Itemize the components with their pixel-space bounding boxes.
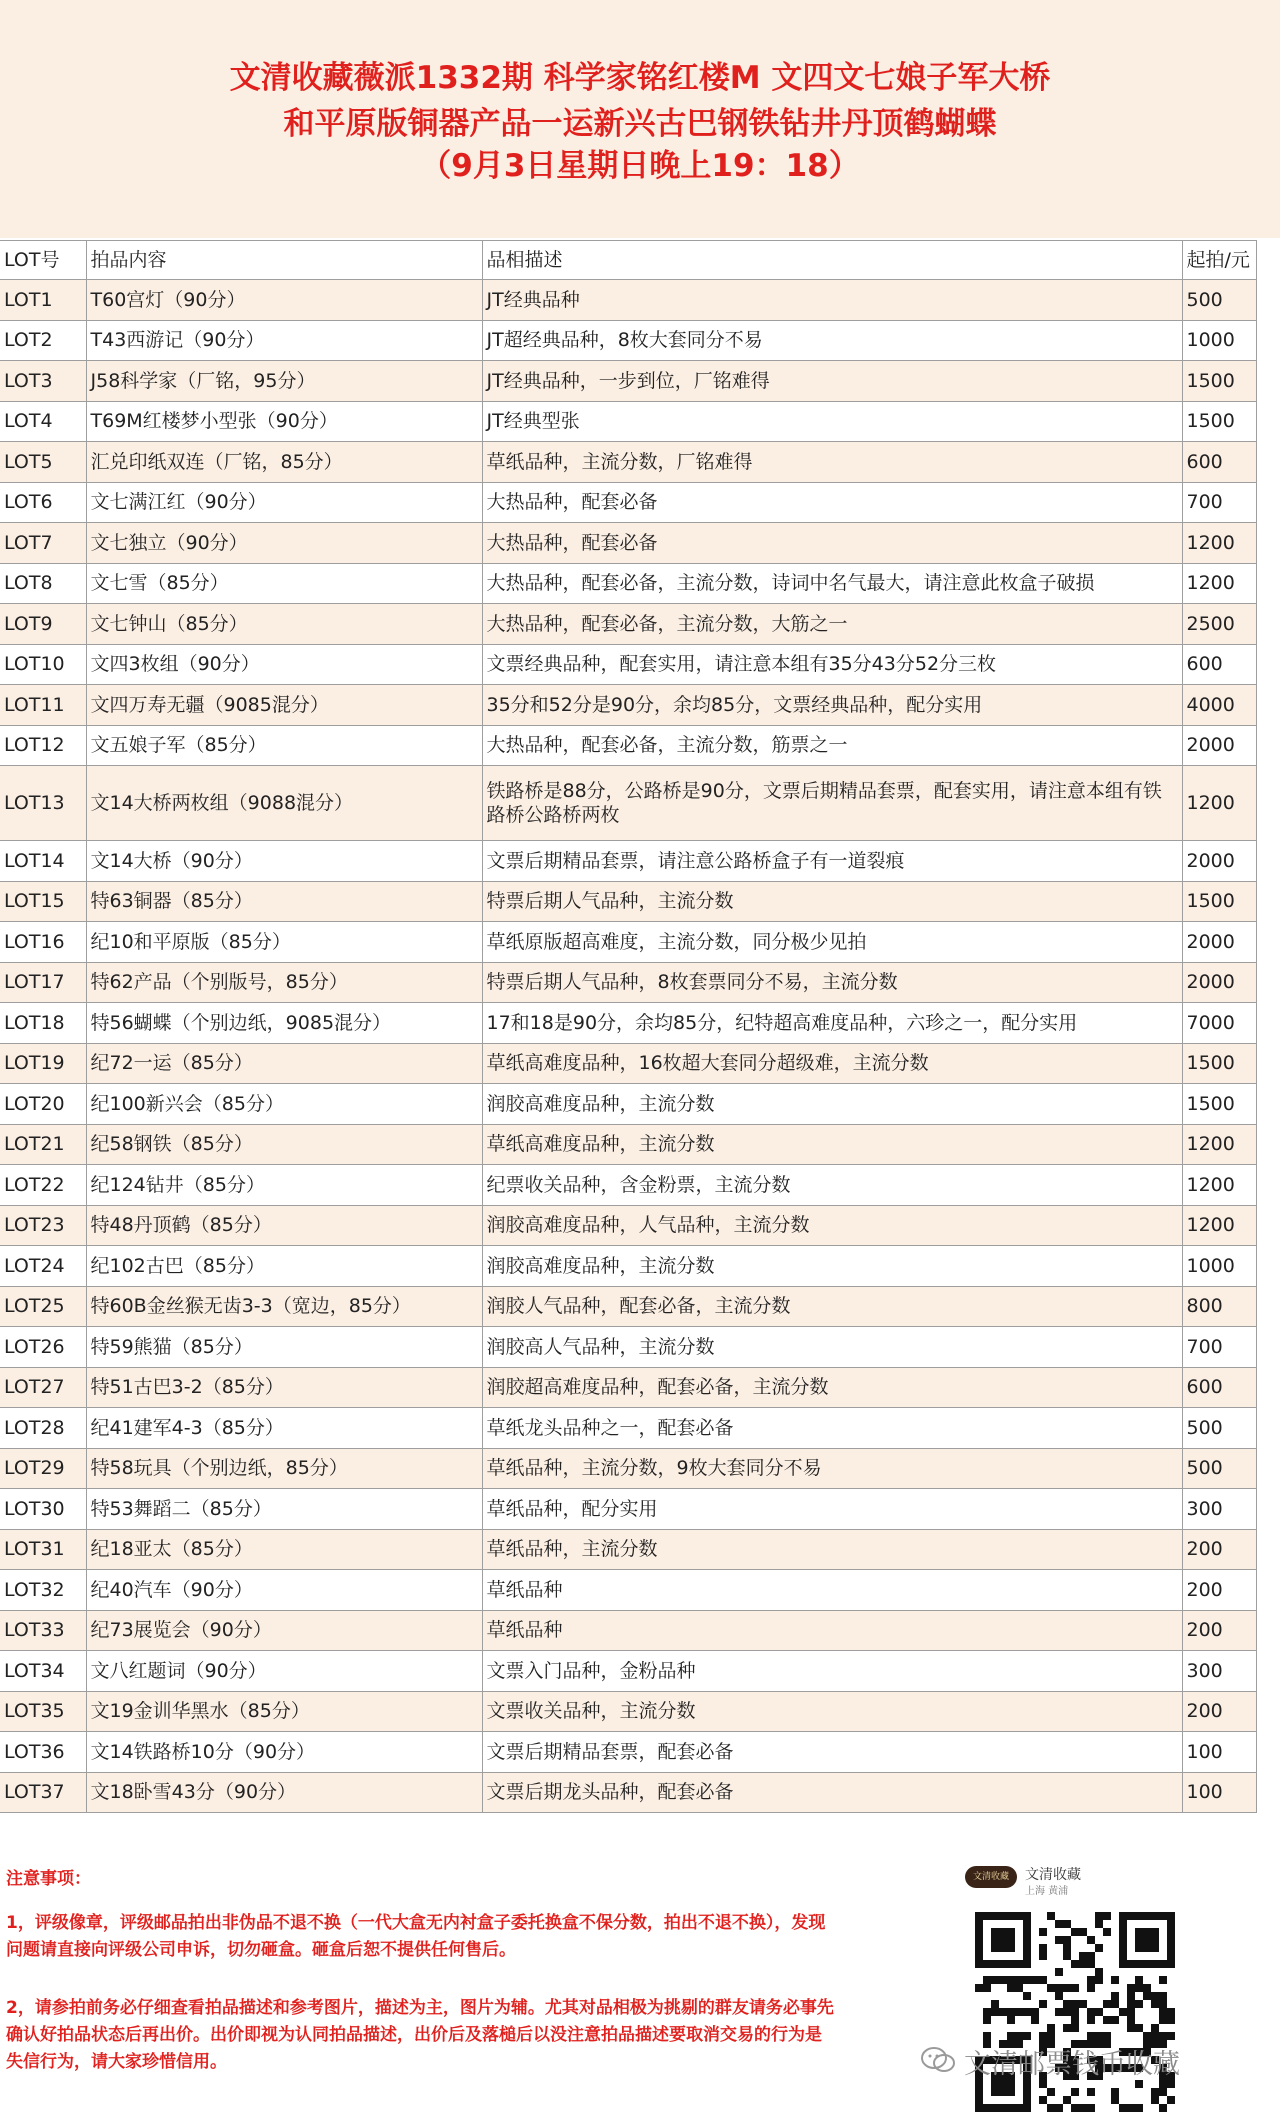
table-row	[0, 1691, 1256, 1732]
lot-item: T69M红楼梦小型张（90分）	[86, 401, 482, 442]
lot-start-price: 1200	[1182, 1165, 1256, 1206]
lot-item: 特56蝴蝶（个别边纸，9085混分）	[86, 1003, 482, 1044]
lot-number: LOT15	[0, 881, 86, 922]
lot-description: 文票收关品种，主流分数	[482, 1691, 1182, 1732]
lot-start-price: 1500	[1182, 1043, 1256, 1084]
lot-start-price: 2000	[1182, 841, 1256, 882]
lot-description: JT超经典品种，8枚大套同分不易	[482, 320, 1182, 361]
lot-description: 润胶高难度品种，主流分数	[482, 1246, 1182, 1287]
lot-description: 铁路桥是88分，公路桥是90分，文票后期精品套票，配套实用，请注意本组有铁路桥公路桥两枚	[482, 766, 1182, 841]
lot-description: 草纸品种，主流分数，厂铭难得	[482, 442, 1182, 483]
title-line-2: 和平原版铜器产品一运新兴古巴钢铁钻井丹顶鹤蝴蝶	[283, 106, 997, 142]
lot-start-price: 1500	[1182, 1084, 1256, 1125]
lot-item: 纪72一运（85分）	[86, 1043, 482, 1084]
table-row	[0, 604, 1256, 645]
lot-number: LOT35	[0, 1691, 86, 1732]
wechat-icon	[920, 2046, 956, 2074]
lot-start-price: 200	[1182, 1570, 1256, 1611]
lot-description: JT经典品种	[482, 280, 1182, 321]
lot-item: 纪40汽车（90分）	[86, 1570, 482, 1611]
table-row	[0, 1367, 1256, 1408]
lot-start-price: 200	[1182, 1691, 1256, 1732]
lot-start-price: 1200	[1182, 563, 1256, 604]
table-row	[0, 962, 1256, 1003]
lot-number: LOT32	[0, 1570, 86, 1611]
table-header-row	[0, 241, 1256, 280]
table-row	[0, 1043, 1256, 1084]
lot-start-price: 300	[1182, 1489, 1256, 1530]
lot-item: 特53舞蹈二（85分）	[86, 1489, 482, 1530]
lot-start-price: 200	[1182, 1610, 1256, 1651]
lot-number: LOT19	[0, 1043, 86, 1084]
table-row	[0, 1772, 1256, 1813]
lot-start-price: 7000	[1182, 1003, 1256, 1044]
lot-number: LOT27	[0, 1367, 86, 1408]
lot-start-price: 100	[1182, 1732, 1256, 1773]
lot-item: 纪58钢铁（85分）	[86, 1124, 482, 1165]
lot-number: LOT31	[0, 1529, 86, 1570]
lot-description: 文票后期精品套票，配套必备	[482, 1732, 1182, 1773]
lot-number: LOT2	[0, 320, 86, 361]
lot-start-price: 4000	[1182, 685, 1256, 726]
lot-description: JT经典型张	[482, 401, 1182, 442]
header-banner	[0, 0, 1280, 238]
lot-description: 大热品种，配套必备，主流分数，筋票之一	[482, 725, 1182, 766]
table-row	[0, 361, 1256, 402]
lot-item: 纪18亚太（85分）	[86, 1529, 482, 1570]
lot-number: LOT3	[0, 361, 86, 402]
lot-item: 汇兑印纸双连（厂铭，85分）	[86, 442, 482, 483]
lot-start-price: 2000	[1182, 962, 1256, 1003]
lot-item: 特59熊猫（85分）	[86, 1327, 482, 1368]
lot-number: LOT9	[0, 604, 86, 645]
table-row	[0, 280, 1256, 321]
lot-start-price: 2500	[1182, 604, 1256, 645]
lot-description: 纪票收关品种，含金粉票，主流分数	[482, 1165, 1182, 1206]
col-desc: 品相描述	[482, 241, 1182, 280]
lot-item: 纪73展览会（90分）	[86, 1610, 482, 1651]
table-row	[0, 563, 1256, 604]
lot-start-price: 600	[1182, 442, 1256, 483]
lot-number: LOT11	[0, 685, 86, 726]
lot-item: 文14大桥两枚组（9088混分）	[86, 766, 482, 841]
lot-item: 文14大桥（90分）	[86, 841, 482, 882]
brand-logo: 文清收藏	[965, 1866, 1017, 1888]
lot-description: 特票后期人气品种，主流分数	[482, 881, 1182, 922]
lot-number: LOT12	[0, 725, 86, 766]
table-row	[0, 1205, 1256, 1246]
title-line-1: 文清收藏薇派1332期 科学家铭红楼M 文四文七娘子军大桥	[229, 60, 1051, 96]
lot-description: 润胶超高难度品种，配套必备，主流分数	[482, 1367, 1182, 1408]
lot-description: 草纸原版超高难度，主流分数，同分极少见拍	[482, 922, 1182, 963]
lot-number: LOT14	[0, 841, 86, 882]
lot-number: LOT7	[0, 523, 86, 564]
lot-description: 草纸品种，主流分数	[482, 1529, 1182, 1570]
table-row	[0, 1246, 1256, 1287]
lot-item: 纪10和平原版（85分）	[86, 922, 482, 963]
lot-description: 大热品种，配套必备	[482, 523, 1182, 564]
brand-sub: 上海 黄浦	[1025, 1886, 1069, 1897]
lot-start-price: 800	[1182, 1286, 1256, 1327]
lot-description: 大热品种，配套必备，主流分数，诗词中名气最大，请注意此枚盒子破损	[482, 563, 1182, 604]
lot-number: LOT37	[0, 1772, 86, 1813]
note-2: 2，请参拍前务必仔细查看拍品描述和参考图片，描述为主，图片为辅。尤其对品相极为挑剔的群友请务必事先确认好拍品状态后再出价。出价即视为认同拍品描述，出价后及落槌后以没注意拍品描述要取消交易的行为是失信行为，请大家珍惜信用。	[6, 1998, 834, 2072]
lot-start-price: 1500	[1182, 401, 1256, 442]
table-row	[0, 1084, 1256, 1125]
lot-start-price: 1200	[1182, 523, 1256, 564]
lot-item: 纪102古巴（85分）	[86, 1246, 482, 1287]
watermark	[920, 2040, 1240, 2080]
lot-description: 大热品种，配套必备	[482, 482, 1182, 523]
table-row	[0, 1529, 1256, 1570]
lot-item: 特62产品（个别版号，85分）	[86, 962, 482, 1003]
lot-item: 文四3枚组（90分）	[86, 644, 482, 685]
lot-number: LOT24	[0, 1246, 86, 1287]
lot-number: LOT18	[0, 1003, 86, 1044]
lot-number: LOT25	[0, 1286, 86, 1327]
lot-item: 纪41建军4-3（85分）	[86, 1408, 482, 1449]
lot-item: J58科学家（厂铭，95分）	[86, 361, 482, 402]
table-row	[0, 725, 1256, 766]
lot-start-price: 1200	[1182, 1205, 1256, 1246]
lot-start-price: 1000	[1182, 1246, 1256, 1287]
lot-start-price: 1000	[1182, 320, 1256, 361]
lot-start-price: 1200	[1182, 766, 1256, 841]
lot-start-price: 1200	[1182, 1124, 1256, 1165]
lot-start-price: 600	[1182, 644, 1256, 685]
brand-name: 文清收藏	[1025, 1867, 1081, 1883]
lot-number: LOT26	[0, 1327, 86, 1368]
lot-number: LOT29	[0, 1448, 86, 1489]
lot-item: 文七雪（85分）	[86, 563, 482, 604]
lot-description: 草纸品种	[482, 1610, 1182, 1651]
table-row	[0, 1327, 1256, 1368]
table-row	[0, 442, 1256, 483]
lot-description: 文票经典品种，配套实用，请注意本组有35分43分52分三枚	[482, 644, 1182, 685]
lot-item: T60宫灯（90分）	[86, 280, 482, 321]
table-row	[0, 401, 1256, 442]
table-row	[0, 1732, 1256, 1773]
lot-item: 纪124钻井（85分）	[86, 1165, 482, 1206]
lot-description: 特票后期人气品种，8枚套票同分不易，主流分数	[482, 962, 1182, 1003]
lot-description: 草纸品种	[482, 1570, 1182, 1611]
lot-item: 纪100新兴会（85分）	[86, 1084, 482, 1125]
lot-description: 草纸高难度品种，16枚超大套同分超级难，主流分数	[482, 1043, 1182, 1084]
lot-description: 润胶高难度品种，主流分数	[482, 1084, 1182, 1125]
col-lot: LOT号	[0, 241, 86, 280]
col-price: 起拍/元	[1182, 241, 1256, 280]
lot-start-price: 2000	[1182, 922, 1256, 963]
lot-number: LOT36	[0, 1732, 86, 1773]
lot-number: LOT10	[0, 644, 86, 685]
lot-number: LOT28	[0, 1408, 86, 1449]
table-row	[0, 766, 1256, 841]
lot-number: LOT33	[0, 1610, 86, 1651]
table-row	[0, 1165, 1256, 1206]
lot-description: 大热品种，配套必备，主流分数，大筋之一	[482, 604, 1182, 645]
table-row	[0, 1408, 1256, 1449]
lot-description: 润胶人气品种，配套必备，主流分数	[482, 1286, 1182, 1327]
lot-description: JT经典品种，一步到位，厂铭难得	[482, 361, 1182, 402]
table-row	[0, 841, 1256, 882]
table-row	[0, 523, 1256, 564]
table-row	[0, 1570, 1256, 1611]
lot-start-price: 1500	[1182, 881, 1256, 922]
brand-card	[965, 1860, 1205, 1900]
table-row	[0, 482, 1256, 523]
lot-item: 文18卧雪43分（90分）	[86, 1772, 482, 1813]
lot-description: 草纸高难度品种，主流分数	[482, 1124, 1182, 1165]
lot-description: 35分和52分是90分，余均85分，文票经典品种，配分实用	[482, 685, 1182, 726]
lot-number: LOT22	[0, 1165, 86, 1206]
lot-item: 文七钟山（85分）	[86, 604, 482, 645]
lot-item: T43西游记（90分）	[86, 320, 482, 361]
lot-item: 文四万寿无疆（9085混分）	[86, 685, 482, 726]
table-row	[0, 1286, 1256, 1327]
note-1: 1，评级像章，评级邮品拍出非伪品不退不换（一代大盒无内衬盒子委托换盒不保分数，拍出不退不换），发现问题请直接向评级公司申诉，切勿砸盒。砸盒后恕不提供任何售后。	[6, 1913, 826, 1960]
lot-number: LOT6	[0, 482, 86, 523]
table-row	[0, 922, 1256, 963]
lot-start-price: 200	[1182, 1529, 1256, 1570]
table-row	[0, 1651, 1256, 1692]
table-row	[0, 1003, 1256, 1044]
lot-table	[0, 240, 1257, 1813]
lot-start-price: 2000	[1182, 725, 1256, 766]
table-row	[0, 1489, 1256, 1530]
table-row	[0, 1610, 1256, 1651]
table-row	[0, 881, 1256, 922]
lot-description: 润胶高难度品种，人气品种，主流分数	[482, 1205, 1182, 1246]
lot-number: LOT1	[0, 280, 86, 321]
lot-item: 文七独立（90分）	[86, 523, 482, 564]
lot-start-price: 600	[1182, 1367, 1256, 1408]
lot-number: LOT17	[0, 962, 86, 1003]
lot-item: 特58玩具（个别边纸，85分）	[86, 1448, 482, 1489]
lot-item: 特63铜器（85分）	[86, 881, 482, 922]
lot-number: LOT13	[0, 766, 86, 841]
lot-description: 草纸品种，配分实用	[482, 1489, 1182, 1530]
table-row	[0, 685, 1256, 726]
lot-item: 特51古巴3-2（85分）	[86, 1367, 482, 1408]
lot-number: LOT20	[0, 1084, 86, 1125]
lot-number: LOT16	[0, 922, 86, 963]
lot-number: LOT23	[0, 1205, 86, 1246]
col-item: 拍品内容	[86, 241, 482, 280]
lot-number: LOT4	[0, 401, 86, 442]
lot-description: 17和18是90分，余均85分，纪特超高难度品种，六珍之一，配分实用	[482, 1003, 1182, 1044]
lot-description: 润胶高人气品种，主流分数	[482, 1327, 1182, 1368]
lot-item: 特48丹顶鹤（85分）	[86, 1205, 482, 1246]
lot-item: 特60B金丝猴无齿3-3（宽边，85分）	[86, 1286, 482, 1327]
table-row	[0, 1448, 1256, 1489]
lot-description: 文票后期精品套票，请注意公路桥盒子有一道裂痕	[482, 841, 1182, 882]
lot-item: 文五娘子军（85分）	[86, 725, 482, 766]
lot-start-price: 1500	[1182, 361, 1256, 402]
lot-description: 草纸品种，主流分数，9枚大套同分不易	[482, 1448, 1182, 1489]
lot-description: 文票入门品种，金粉品种	[482, 1651, 1182, 1692]
qr-code-icon	[975, 1912, 1175, 2112]
lot-start-price: 700	[1182, 1327, 1256, 1368]
lot-item: 文八红题词（90分）	[86, 1651, 482, 1692]
lot-start-price: 300	[1182, 1651, 1256, 1692]
lot-item: 文19金训华黑水（85分）	[86, 1691, 482, 1732]
lot-number: LOT21	[0, 1124, 86, 1165]
lot-description: 文票后期龙头品种，配套必备	[482, 1772, 1182, 1813]
lot-number: LOT30	[0, 1489, 86, 1530]
lot-description: 草纸龙头品种之一，配套必备	[482, 1408, 1182, 1449]
lot-table-body	[0, 280, 1256, 1813]
watermark-text: 文清邮票钱币收藏	[964, 2049, 1180, 2080]
notes-title: 注意事项：	[6, 1869, 91, 1889]
lot-number: LOT5	[0, 442, 86, 483]
lot-start-price: 700	[1182, 482, 1256, 523]
lot-start-price: 500	[1182, 280, 1256, 321]
lot-number: LOT8	[0, 563, 86, 604]
table-row	[0, 1124, 1256, 1165]
table-row	[0, 320, 1256, 361]
lot-start-price: 500	[1182, 1448, 1256, 1489]
lot-start-price: 500	[1182, 1408, 1256, 1449]
lot-item: 文14铁路桥10分（90分）	[86, 1732, 482, 1773]
lot-number: LOT34	[0, 1651, 86, 1692]
title-line-3: （9月3日星期日晚上19：18）	[420, 148, 860, 184]
lot-start-price: 100	[1182, 1772, 1256, 1813]
table-row	[0, 644, 1256, 685]
lot-item: 文七满江红（90分）	[86, 482, 482, 523]
